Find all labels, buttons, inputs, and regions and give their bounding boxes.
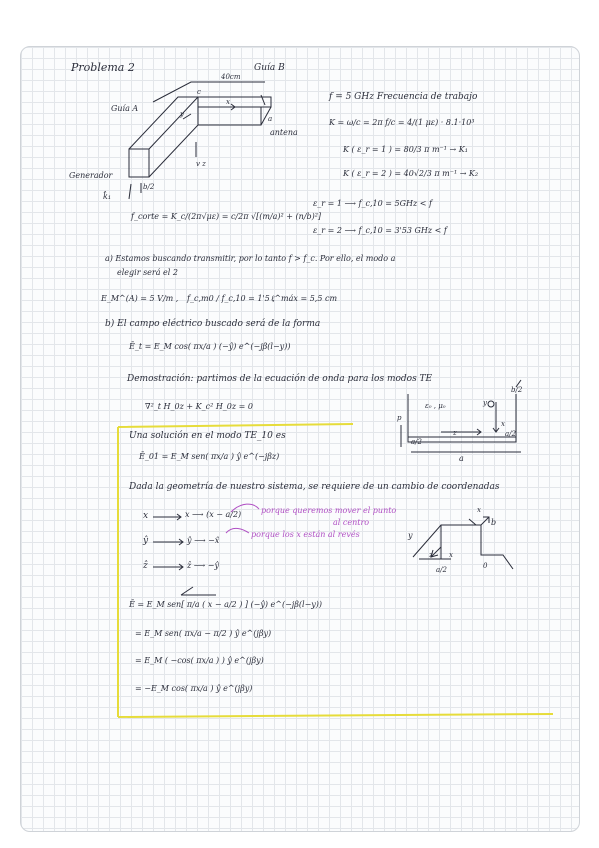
map-x: x ⟶ (x − a/2) bbox=[185, 510, 242, 519]
fig1-y: y bbox=[180, 110, 184, 118]
fig2-z: z bbox=[453, 429, 457, 437]
waveguide-arrows bbox=[183, 104, 235, 157]
fig2-x: x bbox=[501, 420, 505, 428]
fig3-z: z bbox=[429, 551, 433, 559]
fig2-ab2: a/2 bbox=[505, 430, 516, 438]
result-line-4: = −E_M cos( πx/a ) ŷ e^(jβy) bbox=[135, 684, 253, 693]
e01-eq: Ē_01 = E_M sen( πx/a ) ŷ e^(−jβz) bbox=[139, 452, 280, 461]
eq-fcorte: f_corte = K_c/(2π√με) = c/2π √[(m/a)² + (n/b)²] bbox=[131, 212, 322, 221]
fig3-a2: a/2 bbox=[436, 566, 447, 574]
fig1-guia-a: Guía A bbox=[111, 104, 139, 113]
coordinate-figure bbox=[413, 517, 513, 569]
part-a-line1: a) Estamos buscando transmitir, por lo tanto f > f_c. Por ello, el modo a bbox=[105, 254, 396, 263]
map-y-label: ŷ bbox=[143, 536, 149, 546]
fig1-b2: b/2 bbox=[143, 183, 155, 191]
waveguide-figure bbox=[129, 82, 271, 199]
note-center-2: al centro bbox=[333, 518, 370, 527]
solution-line: Una solución en el modo TE_10 es bbox=[129, 431, 286, 441]
fig1-dim-right: a bbox=[268, 115, 273, 123]
fig1-k1: k̂₁ bbox=[103, 192, 112, 201]
fig2-y: y bbox=[483, 399, 487, 407]
map-z: ẑ ⟶ −ŷ bbox=[187, 561, 219, 570]
helmholtz-eq: ∇²_t H_0z + K_c² H_0z = 0 bbox=[145, 402, 253, 411]
ink-drawings bbox=[21, 47, 579, 831]
eq-k2: K ( ε_r = 2 ) = 40√2/3 π m⁻¹ → K₂ bbox=[343, 169, 479, 178]
fig3-y: y bbox=[408, 531, 413, 540]
eq-k1: K ( ε_r = 1 ) = 80/3 π m⁻¹ → K₁ bbox=[343, 145, 468, 154]
result-line-2: = E_M sen( πx/a − π/2 ) ŷ e^(jβy) bbox=[135, 629, 272, 638]
eq-er2: ε_r = 2 ⟶ f_c,10 = 3'53 GHz < f bbox=[313, 226, 447, 235]
notebook-page bbox=[20, 46, 580, 832]
map-y: ŷ ⟶ −x̂ bbox=[187, 536, 220, 545]
result-line-1: Ē = E_M sen[ π/a ( x − a/2 ) ] (−ŷ) e^(−jβ(l−y)) bbox=[129, 600, 323, 609]
mapping-arrows bbox=[153, 514, 216, 595]
fig1-z: v z bbox=[196, 160, 206, 168]
fig3-b: b bbox=[491, 518, 497, 527]
fig3-xx: x bbox=[449, 551, 453, 559]
fig1-x: x bbox=[226, 98, 230, 106]
coordinate-change-line: Dada la geometría de nuestro sistema, se requiere de un cambio de coordenadas bbox=[129, 482, 500, 492]
fig1-dim-top: 40cm bbox=[221, 73, 241, 81]
part-a-line2: elegir será el 2 bbox=[117, 268, 178, 277]
note-center-1: porque queremos mover el punto bbox=[261, 506, 397, 515]
value-em: E_M^(A) = 5 V/m , bbox=[101, 294, 179, 303]
fig2-b2: b/2 bbox=[511, 386, 523, 394]
demo-line: Demostración: partimos de la ecuación de onda para los modos TE bbox=[127, 374, 433, 384]
fig2-a: a bbox=[459, 454, 464, 463]
part-b-line: b) El campo eléctrico buscado será de la forma bbox=[105, 319, 321, 329]
eq-frequency: f = 5 GHz Frecuencia de trabajo bbox=[329, 92, 478, 102]
value-lmax: ℓ^máx = 5,5 cm bbox=[271, 294, 338, 303]
fig1-generador: Generador bbox=[69, 171, 113, 180]
fig1-c: c bbox=[197, 88, 201, 96]
fig2-p: p bbox=[397, 414, 402, 422]
map-z-label: ẑ bbox=[143, 561, 148, 571]
eq-k: K = ω/c = 2π f/c = 4/(1 με) · 8.1·10³ bbox=[329, 118, 475, 127]
value-fc-ratio: f_c,m0 / f_c,10 = 1'5 , bbox=[187, 294, 275, 303]
fig2-a2: a/2 bbox=[411, 438, 422, 446]
result-line-3: = E_M ( −cos( πx/a ) ) ŷ e^(jβy) bbox=[135, 656, 264, 665]
map-x-label: x bbox=[143, 511, 149, 521]
page-title: Problema 2 bbox=[71, 61, 135, 74]
note-reversed: porque los x están al revés bbox=[251, 530, 360, 539]
fig3-x: x bbox=[477, 506, 481, 514]
fig2-eps: ε₀ , μ₀ bbox=[425, 402, 446, 410]
fig3-o: 0 bbox=[483, 562, 488, 570]
fig1-antena: antena bbox=[270, 128, 298, 137]
highlight-box bbox=[118, 424, 553, 717]
guide-label: Guía B bbox=[254, 63, 285, 73]
e-field-form: Ē_t = E_M cos( πx/a ) (−ŷ) e^(−jβ(l−y)) bbox=[129, 342, 291, 351]
eq-er1: ε_r = 1 ⟶ f_c,10 = 5GHz < f bbox=[313, 199, 432, 208]
